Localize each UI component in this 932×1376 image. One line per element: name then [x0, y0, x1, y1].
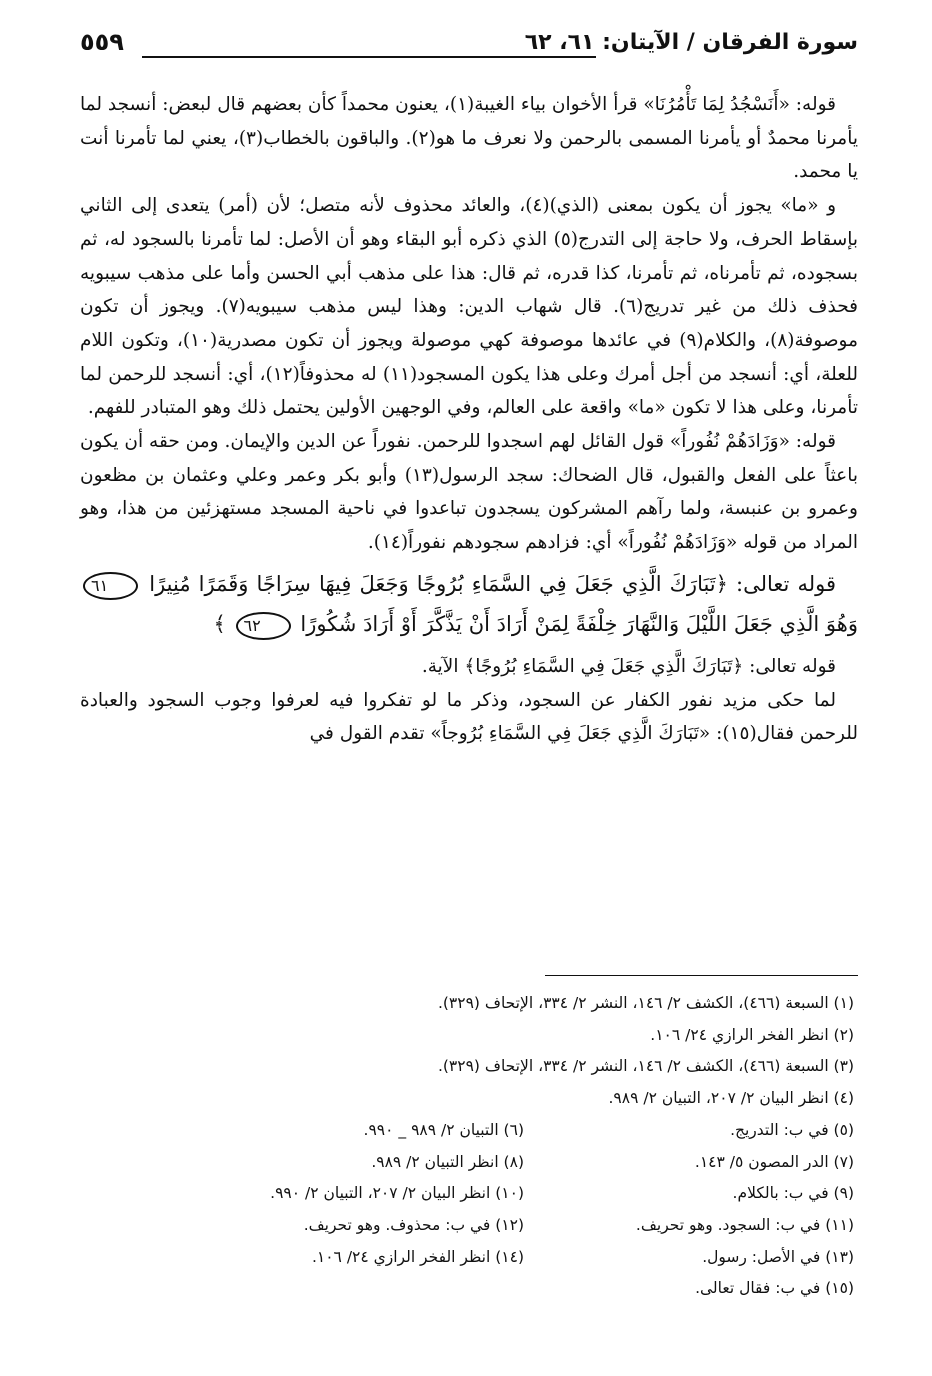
ayah-number-62: ٦٢ — [236, 612, 291, 640]
verse-text-62: وَهُوَ الَّذِي جَعَلَ اللَّيْلَ وَالنَّهَارَ خِلْفَةً لِمَنْ أَرَادَ أَنْ يَذَّكَّرَ أَوْ أَرَادَ شُكُورًا — [300, 611, 858, 636]
running-title: سورة الفرقان / الآيتان: ٦١، ٦٢ — [524, 30, 858, 55]
footnote-4: (٤) انظر البيان ٢/ ٢٠٧، التبيان ٢/ ٩٨٩. — [608, 1089, 854, 1108]
footnote-1: (١) السبعة (٤٦٦)، الكشف ٢/ ١٤٦، النشر ٢/ ٣٣٤، الإتحاف (٣٢٩). — [437, 994, 854, 1012]
ayah-number-61: ٦١ — [83, 572, 138, 600]
footnote-3: (٣) السبعة (٤٦٦)، الكشف ٢/ ١٤٦، النشر ٢/ ٣٣٤، الإتحاف (٣٢٩). — [437, 1057, 854, 1076]
paragraph-5: لما حكى مزيد نفور الكفار عن السجود، وذكر ما لو تفكروا فيه لعرفوا وجوب السجود والعبادة للرحمن فقال(١٥): «تَبَارَكَ الَّذِي جَعَلَ فِي السَّمَاءِ بُرُوجاً» تقدم القول في — [80, 689, 858, 745]
footnote-9: (٩) في ب: بالكلام. — [732, 1184, 854, 1203]
paragraph-3: قوله: «وَزَادَهُمْ نُفُوراً» قول القائل لهم اسجدوا للرحمن. نفوراً عن الدين والإيمان. ومن حقه أن يكون باعثاً على الفعل والقبول، قال الضحاك: سجد الرسول(١٣) وأبو بكر وعمر وعلي وعثمان بن مظعون وعمرو بن عنبسة، ولما رآهم المشركون يسجدون تباعدوا في ناحية المسجد مستهزئين من هذا، وهو المراد من قوله «وَزَادَهُمْ نُفُوراً» أي: فزادهم سجودهم نفوراً(١٤). — [80, 431, 858, 554]
paragraph-4: قوله تعالى: ﴿تَبَارَكَ الَّذِي جَعَلَ فِي السَّمَاءِ بُرُوجًا﴾ الآية. — [421, 655, 836, 677]
footnote-10: (١٠) انظر البيان ٢/ ٢٠٧، التبيان ٢/ ٩٩٠. — [270, 1184, 524, 1203]
quran-verse — [80, 564, 858, 644]
page-number: ٥٥٩ — [80, 28, 124, 56]
footnote-8: (٨) انظر التبيان ٢/ ٩٨٩. — [371, 1152, 524, 1171]
page-header — [80, 22, 858, 66]
footnote-13: (١٣) في الأصل: رسول. — [702, 1247, 854, 1266]
paragraph-1: قوله: «أَنَسْجُدُ لِمَا تَأْمُرُنَا» قرأ الأخوان بياء الغيبة(١)، يعنون محمداً كأن بعضهم قال لبعض: أنسجد لما يأمرنا محمدٌ أو يأمرنا المسمى بالرحمن ولا نعرف ما هو(٢). والباقون بالخطاب(٣)، يعني لما تأمرنا أنت يا محمد. — [80, 94, 859, 183]
footnote-14: (١٤) انظر الفخر الرازي ٢٤/ ١٠٦. — [311, 1247, 524, 1266]
footnote-12: (١٢) في ب: محذوف. وهو تحريف. — [303, 1215, 524, 1234]
footnote-7: (٧) الدر المصون ٥/ ١٤٣. — [694, 1152, 854, 1171]
footnote-2: (٢) انظر الفخر الرازي ٢٤/ ١٠٦. — [650, 1025, 854, 1044]
footnote-5: (٥) في ب: التدريج. — [730, 1120, 854, 1139]
header-rule — [142, 56, 596, 58]
verse-close: ﴾ — [213, 611, 226, 636]
footnote-6: (٦) التبيان ٢/ ٩٨٩ _ ٩٩٠. — [363, 1120, 524, 1139]
footnote-separator — [545, 975, 858, 976]
verse-intro: قوله تعالى: — [736, 571, 836, 596]
footnote-grid — [80, 1115, 858, 1305]
verse-text-61: ﴿تَبَارَكَ الَّذِي جَعَلَ فِي السَّمَاءِ بُرُوجًا وَجَعَلَ فِيهَا سِرَاجًا وَقَمَرًا مُنِيرًا — [149, 571, 728, 596]
footnotes — [80, 988, 858, 1305]
paragraph-2: و «ما» يجوز أن يكون بمعنى (الذي)(٤)، والعائد محذوف لأنه متصل؛ لأن (أمر) يتعدى إلى الثاني بإسقاط الحرف، ولا حاجة إلى التدرج(٥) الذي ذكره أبو البقاء وهو أن الأصل: لما تأمرنا بالسجود له، ثم بسجوده، ثم تأمرناه، ثم تأمرنا، كذا قدره، ثم قال: هذا على مذهب أبي الحسن وأما على مذهب سيبويه فحذف ذلك من غير تدريج(٦). قال شهاب الدين: وهذا ليس مذهب سيبويه(٧). ويجوز أن تكون موصوفة(٨)، والكلام(٩) في عائدها موصوفة كهي موصولة ويجوز أن تكون مصدرية(١٠)، وتكون اللام للعلة، أي: أنسجد من أجل أمرك وعلى هذا يكون المسجود(١١) له محذوفاً(١٢)، أي: أنسجد للرحمن لما تأمرنا، وعلى هذا لا تكون «ما» واقعة على العالم، وفي الوجهين الأولين يحتمل ذلك وهو المتبادر للفهم. — [80, 195, 858, 419]
footnote-11: (١١) في ب: السجود. وهو تحريف. — [635, 1215, 854, 1234]
footnote-15: (١٥) في ب: فقال تعالى. — [695, 1279, 854, 1298]
main-text — [80, 88, 858, 751]
